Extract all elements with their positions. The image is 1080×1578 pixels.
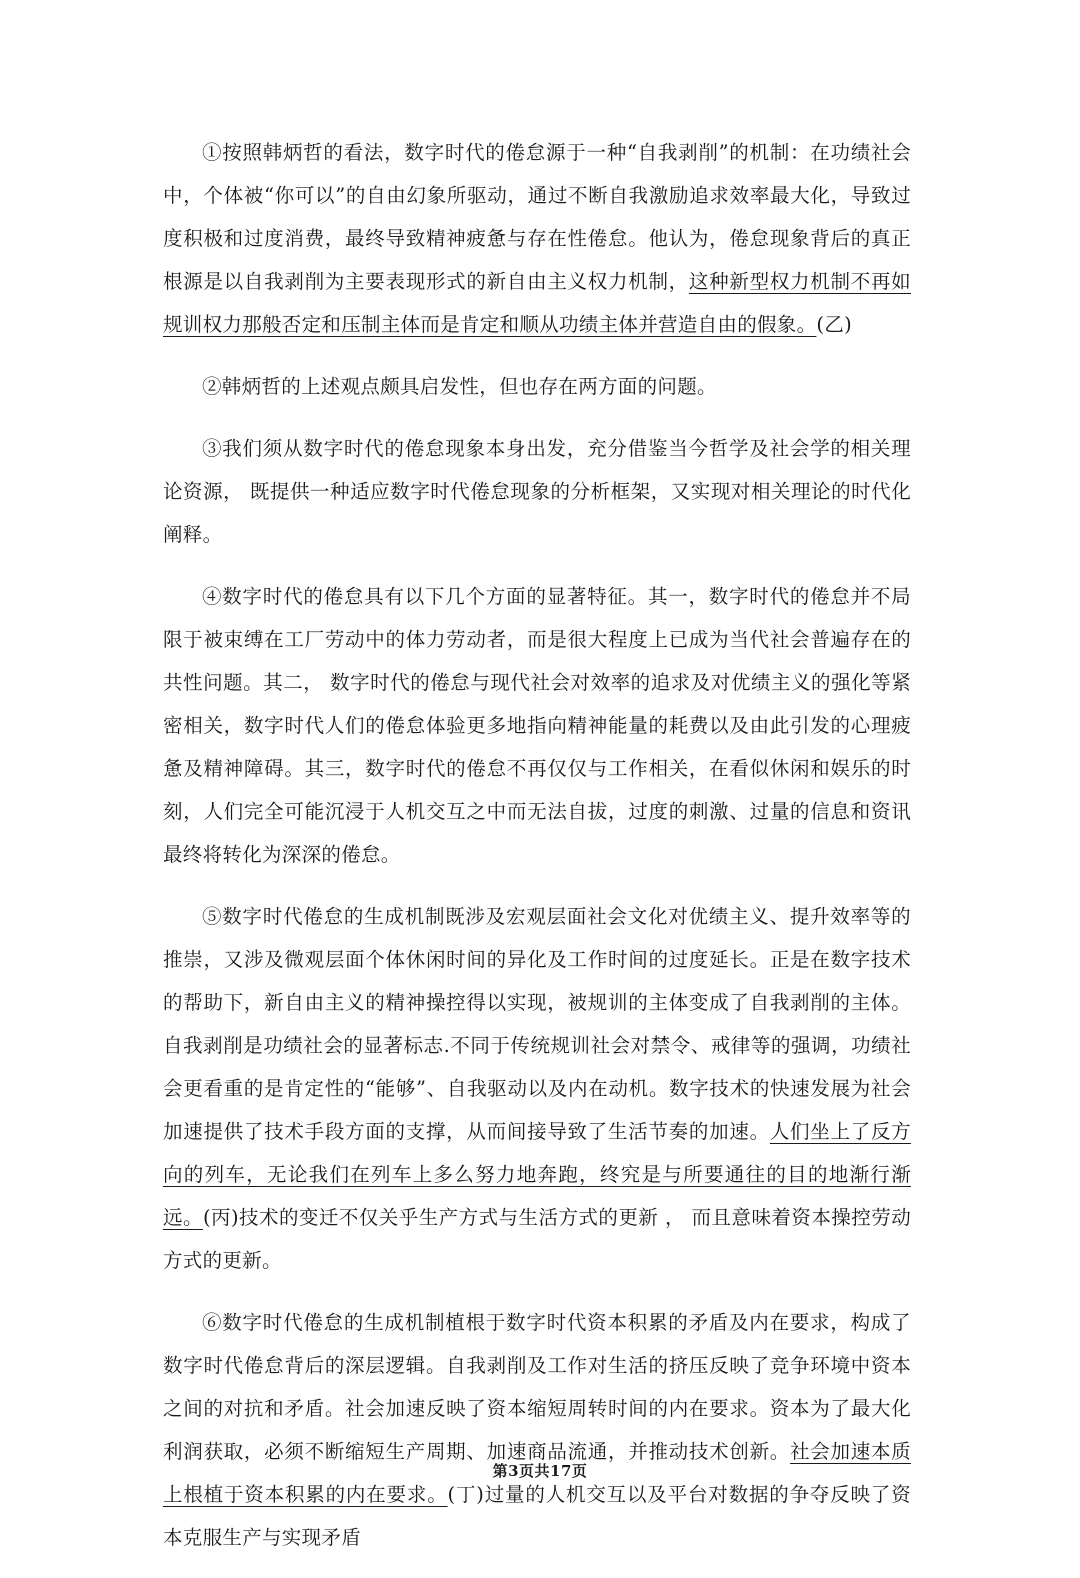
paragraph-5-continuation: (丙)技术的变迁不仅关乎生产方式与生活方式的更新 ， 而且意味着资本操控劳动方式的更新。 — [163, 1206, 911, 1272]
paragraph-2 — [163, 365, 911, 408]
paragraph-1-underlined-sentence: 这种新型权力机制不再如规训权力那般否定和压制主体而是肯定和顺从功绩主体并营造自由的假象。 — [163, 270, 911, 336]
paragraph-5 — [163, 895, 911, 1282]
paragraph-4-text: ④数字时代的倦怠具有以下几个方面的显著特征。其一，数字时代的倦怠并不局限于被束缚在工厂劳动中的体力劳动者，而是很大程度上已成为当代社会普遍存在的共性问题。其二， 数字时代的倦怠与现代社会对效率的追求及对优绩主义的强化等紧密相关，数字时代人们的倦怠体验更多地指向精神能量的耗费以及由此引发的心理疲惫及精神障碍。其三，数字时代的倦怠不再仅仅与工作相关，在看似休闲和娱乐的时刻，人们完全可能沉浸于人机交互之中而无法自拔，过度的刺激、过量的信息和资讯最终将转化为深深的倦怠。 — [163, 585, 911, 866]
paragraph-5-underlined-sentence: 人们坐上了反方向的列车，无论我们在列车上多么努力地奔跑，终究是与所要通往的目的地渐行渐远。 — [163, 1120, 911, 1229]
paragraph-1-marker: (乙) — [816, 313, 853, 336]
paragraph-2-text: ②韩炳哲的上述观点颇具启发性，但也存在两方面的问题。 — [202, 375, 717, 398]
paragraph-3 — [163, 427, 911, 556]
paragraph-5-text: ⑤数字时代倦怠的生成机制既涉及宏观层面社会文化对优绩主义、提升效率等的推崇，又涉及微观层面个体休闲时间的异化及工作时间的过度延长。正是在数字技术的帮助下，新自由主义的精神操控得以实现，被规训的主体变成了自我剥削的主体。自我剥削是功绩社会的显著标志.不同于传统规训社会对禁令、戒律等的强调，功绩社会更看重的是肯定性的“能够”、自我驱动以及内在动机。数字技术的快速发展为社会加速提供了技术手段方面的支撑，从而间接导致了生活节奏的加速。 — [163, 905, 911, 1143]
paragraph-6-text: ⑥数字时代倦怠的生成机制植根于数字时代资本积累的矛盾及内在要求，构成了数字时代倦怠背后的深层逻辑。自我剥削及工作对生活的挤压反映了竞争环境中资本之间的对抗和矛盾。社会加速反映了资本缩短周转时间的内在要求。资本为了最大化利润获取，必须不断缩短生产周期、加速商品流通，并推动技术创新。 — [163, 1311, 911, 1463]
document-body — [163, 131, 911, 1578]
paragraph-6-underlined-sentence: 社会加速本质上根植于资本积累的内在要求。 — [163, 1440, 911, 1506]
paragraph-6 — [163, 1301, 911, 1559]
paragraph-1-text: ①按照韩炳哲的看法，数字时代的倦怠源于一种“自我剥削”的机制：在功绩社会中，个体被“你可以”的自由幻象所驱动，通过不断自我激励追求效率最大化，导致过度积极和过度消费，最终导致精神疲惫与存在性倦怠。他认为，倦怠现象背后的真正根源是以自我剥削为主要表现形式的新自由主义权力机制， — [163, 141, 911, 293]
paragraph-3-text: ③我们须从数字时代的倦怠现象本身出发，充分借鉴当今哲学及社会学的相关理论资源， 既提供一种适应数字时代倦怠现象的分析框架，又实现对相关理论的时代化阐释。 — [163, 437, 911, 546]
page-number-footer: 第3页共17页 — [492, 1462, 588, 1480]
paragraph-6-continuation: (丁)过量的人机交互以及平台对数据的争夺反映了资本克服生产与实现矛盾 — [163, 1483, 911, 1549]
paragraph-4 — [163, 575, 911, 876]
paragraph-1 — [163, 131, 911, 346]
